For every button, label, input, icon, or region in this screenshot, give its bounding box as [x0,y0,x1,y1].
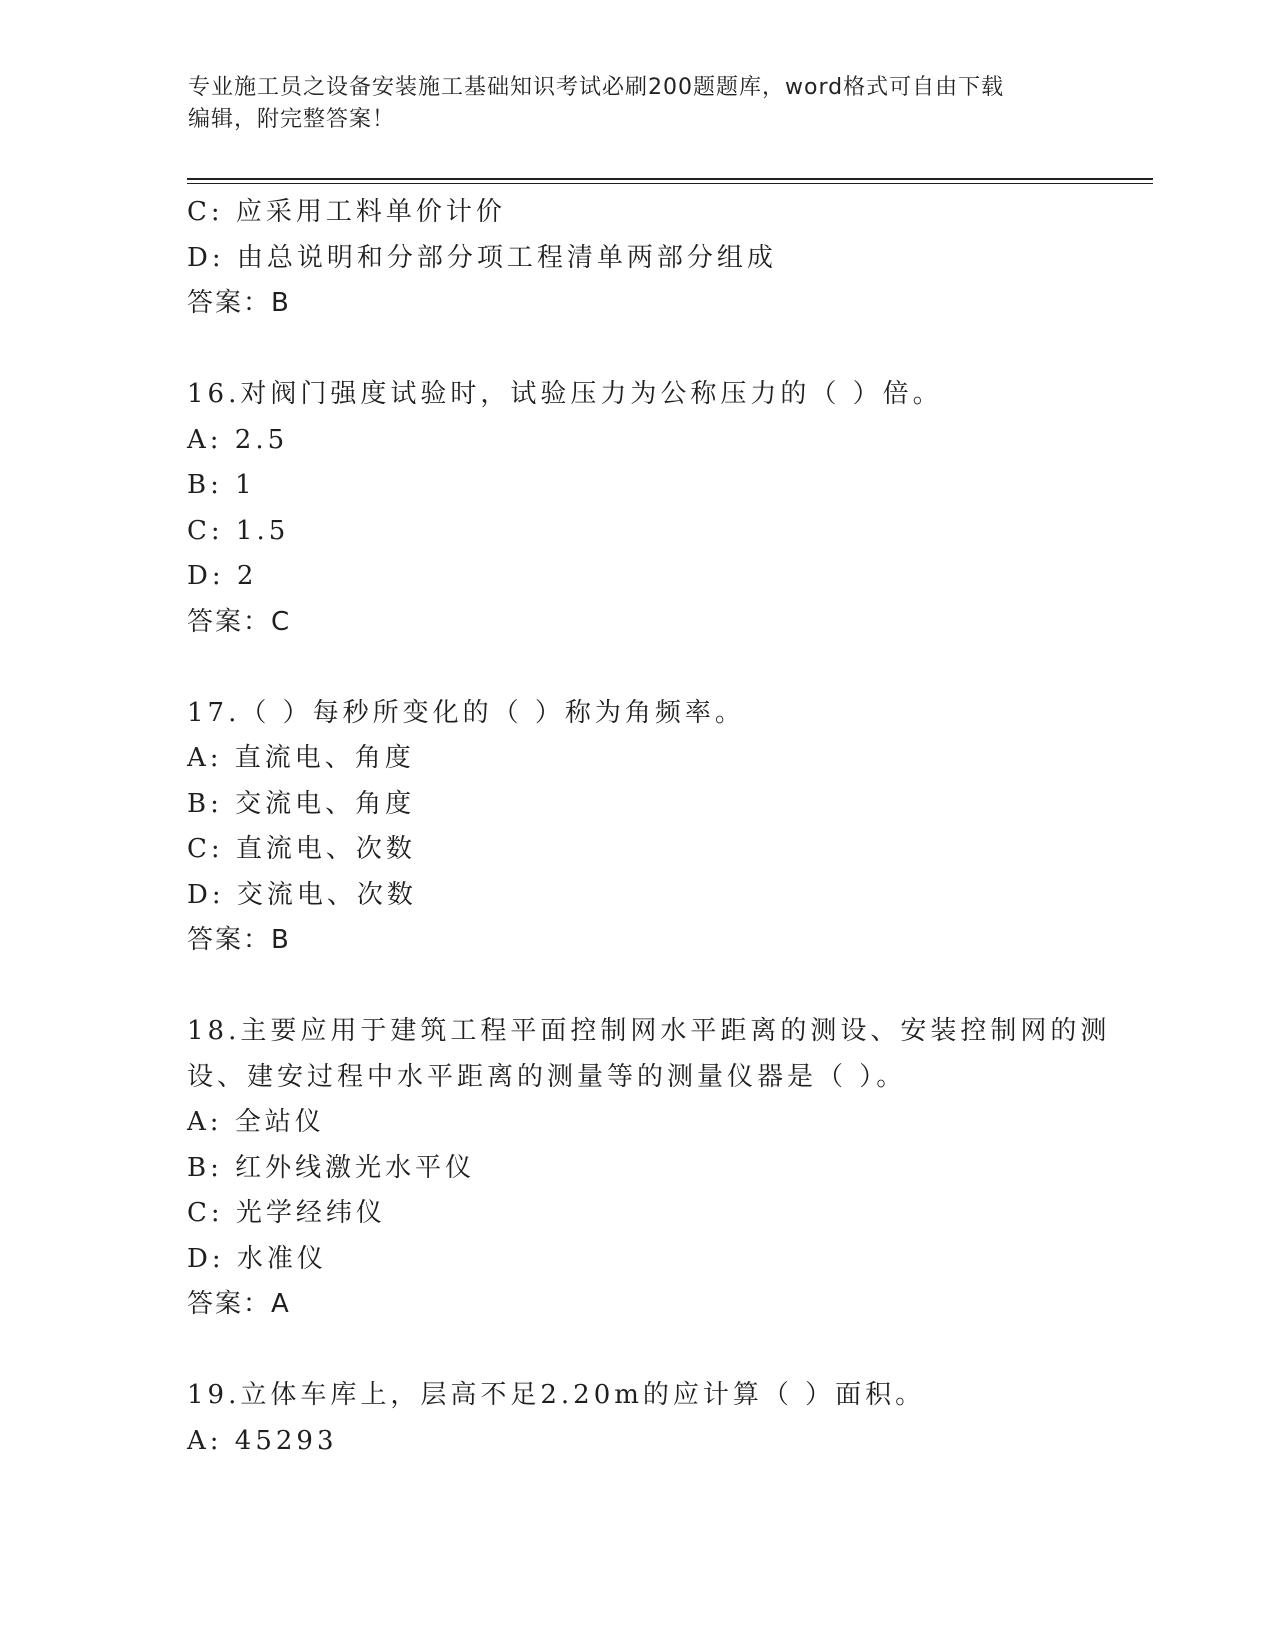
answer-label: 答案：B [187,288,291,318]
spacer [187,1328,1087,1374]
question-text-line-2: 设、建安过程中水平距离的测量等的测量仪器是（ ）。 [187,1061,907,1092]
option-a: A: 2.5 [187,424,289,455]
option-d: D: 2 [187,561,258,591]
option-d: D: 由总说明和分部分项工程清单两部分组成 [187,242,777,273]
question-17 [187,691,1087,964]
answer-label: 答案：C [187,606,292,637]
header-divider-thick [187,178,1153,180]
question-18 [187,1009,1111,1328]
question-text-line-1: 18.主要应用于建筑工程平面控制网水平距离的测设、安装控制网的测 [187,1016,1111,1046]
spacer [187,964,1087,1010]
option-d: D: 水准仪 [187,1243,327,1274]
option-b: B: 1 [187,470,256,500]
question-text: 19.立体车库上，层高不足2.20m的应计算（ ）面积。 [187,1380,926,1410]
option-a: A: 直流电、角度 [187,743,415,773]
spacer [187,645,1087,691]
document-header [188,72,1068,136]
option-d: D: 交流电、次数 [187,879,417,910]
question-16 [187,372,1087,645]
option-a: A: 全站仪 [187,1107,325,1137]
answer-label: 答案：B [187,925,291,955]
option-b: B: 红外线激光水平仪 [187,1152,476,1183]
question-19 [187,1373,1087,1464]
question-text: 17.（ ）每秒所变化的（ ）称为角频率。 [187,697,745,728]
option-c: C: 直流电、次数 [187,834,416,864]
option-b: B: 交流电、角度 [187,788,416,819]
question-15 [187,190,1087,327]
question-list [187,190,1111,1464]
option-c: C: 应采用工料单价计价 [187,197,506,227]
spacer [187,327,1087,373]
header-title-line-2: 编辑，附完整答案！ [188,107,396,132]
option-c: C: 1.5 [187,515,290,546]
header-title-line-1: 专业施工员之设备安装施工基础知识考试必刷200题题库，word格式可自由下载 [188,75,1005,100]
header-divider-thin [187,183,1153,184]
option-a: A: 45293 [187,1425,338,1456]
answer-label: 答案：A [187,1289,291,1319]
option-c: C: 光学经纬仪 [187,1198,386,1228]
question-text: 16.对阀门强度试验时，试验压力为公称压力的（ ）倍。 [187,379,943,409]
